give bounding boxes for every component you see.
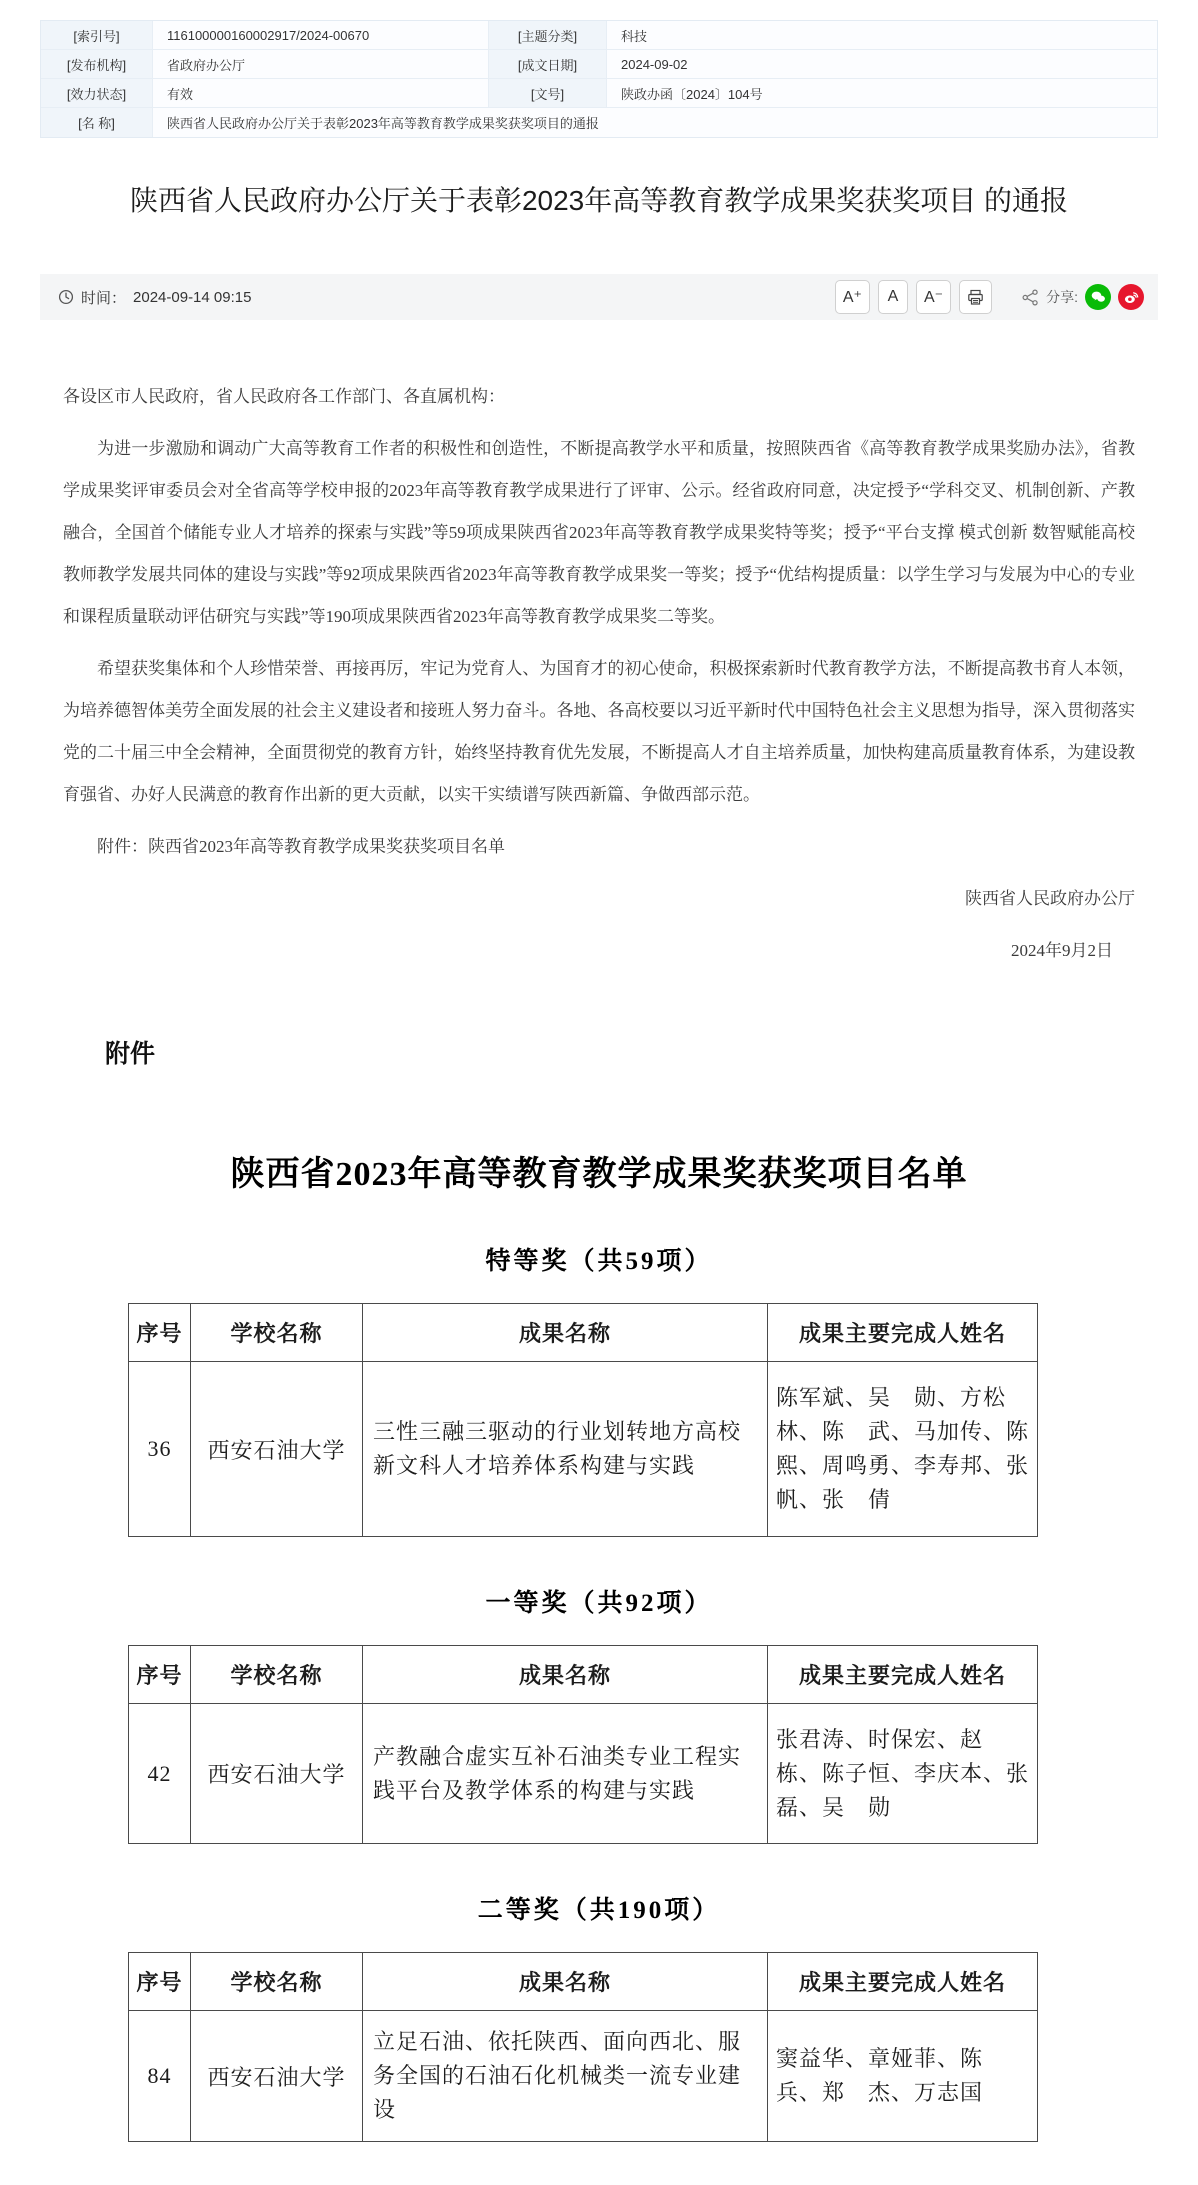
wechat-icon xyxy=(1089,288,1107,306)
font-default-button[interactable]: A xyxy=(878,280,908,314)
col-header-achievement: 成果名称 xyxy=(363,1646,768,1704)
col-header-authors: 成果主要完成人姓名 xyxy=(768,1953,1038,2011)
bottom-spacer xyxy=(0,2142,1198,2185)
cell-achievement: 三性三融三驱动的行业划转地方高校新文科人才培养体系构建与实践 xyxy=(363,1362,768,1537)
col-header-school: 学校名称 xyxy=(191,1304,363,1362)
salutation: 各设区市人民政府，省人民政府各工作部门、各直属机构： xyxy=(63,387,505,406)
time-label: 时间： xyxy=(81,289,127,307)
col-header-no: 序号 xyxy=(129,1304,191,1362)
cell-authors: 窦益华、章娅菲、陈 兵、郑 杰、万志国 xyxy=(768,2011,1038,2142)
doc-metadata xyxy=(40,20,1158,138)
section-heading-first-prize: 一等奖（共92项） xyxy=(485,1590,713,1617)
meta-value-docnumber: 陕政办函〔2024〕104号 xyxy=(607,79,1157,108)
cell-no: 36 xyxy=(129,1362,191,1537)
meta-value-validity: 有效 xyxy=(153,79,489,108)
table-header-row xyxy=(129,1953,1038,2011)
meta-value-issuer: 省政府办公厅 xyxy=(153,50,489,79)
article-toolbar xyxy=(40,274,1158,320)
col-header-school: 学校名称 xyxy=(191,1953,363,2011)
cell-authors: 张君涛、时保宏、赵 栋、陈子恒、李庆本、张 磊、吴 勋 xyxy=(768,1704,1038,1844)
cell-school: 西安石油大学 xyxy=(191,1704,363,1844)
col-header-achievement: 成果名称 xyxy=(363,1304,768,1362)
share-icon xyxy=(1022,289,1039,306)
cell-school: 西安石油大学 xyxy=(191,1362,363,1537)
page xyxy=(0,20,1198,2185)
paragraph-awards-decision: 为进一步激励和调动广大高等教育工作者的积极性和创造性，不断提高教学水平和质量，按照陕西省《高等教育教学成果奖励办法》，省教学成果奖评审委员会对全省高等学校申报的2023年高等教育教学成果进行了评审、公示。经省政府同意，决定授予“学科交叉、机制创新、产教融合，全国首个储能专业人才培养的探索与实践”等59项成果陕西省2023年高等教育教学成果奖特等奖；授予“平台支撑 模式创新 数智赋能高校教师教学发展共同体的建设与实践”等92项成果陕西省2023年高等教育教学成果奖一等奖；授予“优结构提质量：以学生学习与发展为中心的专业和课程质量联动评估研究与实践”等190项成果陕西省2023年高等教育教学成果奖二等奖。 xyxy=(63,439,1135,626)
meta-value-name: 陕西省人民政府办公厅关于表彰2023年高等教育教学成果奖获奖项目的通报 xyxy=(153,108,1157,137)
clock-icon xyxy=(58,289,74,305)
paragraph-encouragement: 希望获奖集体和个人珍惜荣誉、再接再厉，牢记为党育人、为国育才的初心使命，积极探索新时代教育教学方法，不断提高教书育人本领，为培养德智体美劳全面发展的社会主义建设者和接班人努力奋斗。各地、各高校要以习近平新时代中国特色社会主义思想为指导，深入贯彻落实党的二十届三中全会精神，全面贯彻党的教育方针，始终坚持教育优先发展，不断提高人才自主培养质量，加快构建高质量教育体系，为建设教育强省、办好人民满意的教育作出新的更大贡献，以实干实绩谱写陕西新篇、争做西部示范。 xyxy=(63,659,1135,804)
meta-value-date: 2024-09-02 xyxy=(607,50,1157,79)
signature-org: 陕西省人民政府办公厅 xyxy=(965,889,1135,908)
document-body xyxy=(63,376,1135,972)
share-label: 分享: xyxy=(1046,289,1078,305)
col-header-achievement: 成果名称 xyxy=(363,1953,768,2011)
print-button[interactable] xyxy=(959,280,992,314)
meta-value-index: 116100000160002917/2024-00670 xyxy=(153,21,489,50)
signature-date: 2024年9月2日 xyxy=(1011,941,1113,960)
cell-no: 42 xyxy=(129,1704,191,1844)
meta-label-issuer: [发布机构] xyxy=(41,50,153,79)
col-header-no: 序号 xyxy=(129,1953,191,2011)
meta-value-topic: 科技 xyxy=(607,21,1157,50)
col-header-authors: 成果主要完成人姓名 xyxy=(768,1646,1038,1704)
section-heading-second-prize: 二等奖（共190项） xyxy=(477,1897,721,1924)
meta-label-date: [成文日期] xyxy=(489,50,607,79)
weibo-icon xyxy=(1122,288,1140,306)
award-table-second-prize xyxy=(128,1952,1038,2142)
meta-label-docnumber: [文号] xyxy=(489,79,607,108)
award-table-first-prize xyxy=(128,1645,1053,1844)
meta-label-validity: [效力状态] xyxy=(41,79,153,108)
section-heading-special-prize: 特等奖（共59项） xyxy=(485,1248,713,1275)
cell-achievement: 产教融合虚实互补石油类专业工程实践平台及教学体系的构建与实践 xyxy=(363,1704,768,1844)
meta-label-name: [名 称] xyxy=(41,108,153,137)
printer-icon xyxy=(967,289,984,306)
col-header-no: 序号 xyxy=(129,1646,191,1704)
table-row xyxy=(129,1362,1038,1537)
table-row xyxy=(129,2011,1038,2142)
table-row xyxy=(129,1704,1038,1844)
weibo-share-button[interactable] xyxy=(1118,284,1144,310)
time-value: 2024-09-14 09:15 xyxy=(133,288,252,306)
col-header-school: 学校名称 xyxy=(191,1646,363,1704)
table-header-row xyxy=(129,1304,1038,1362)
cell-school: 西安石油大学 xyxy=(191,2011,363,2142)
wechat-share-button[interactable] xyxy=(1085,284,1111,310)
meta-label-index: [索引号] xyxy=(41,21,153,50)
cell-no: 84 xyxy=(129,2011,191,2142)
attachment-note: 附件：陕西省2023年高等教育教学成果奖获奖项目名单 xyxy=(97,837,505,856)
table-header-row xyxy=(129,1646,1038,1704)
col-header-authors: 成果主要完成人姓名 xyxy=(768,1304,1038,1362)
font-increase-button[interactable]: A⁺ xyxy=(835,280,870,314)
award-table-special-prize xyxy=(128,1303,1053,1537)
meta-label-topic: [主题分类] xyxy=(489,21,607,50)
publish-time xyxy=(58,287,251,308)
cell-authors: 陈军斌、吴 勋、方松林、陈 武、马加传、陈 熙、周鸣勇、李寿邦、张 帆、张 倩 xyxy=(768,1362,1038,1537)
attachment-heading: 附件 xyxy=(105,1040,156,1068)
page-title: 陕西省人民政府办公厅关于表彰2023年高等教育教学成果奖获奖项目 的通报 xyxy=(129,185,1069,216)
cell-achievement: 立足石油、依托陕西、面向西北、服务全国的石油石化机械类一流专业建设 xyxy=(363,2011,768,2142)
attachment-list-title: 陕西省2023年高等教育教学成果奖获奖项目名单 xyxy=(230,1156,968,1193)
font-decrease-button[interactable]: A⁻ xyxy=(916,280,951,314)
